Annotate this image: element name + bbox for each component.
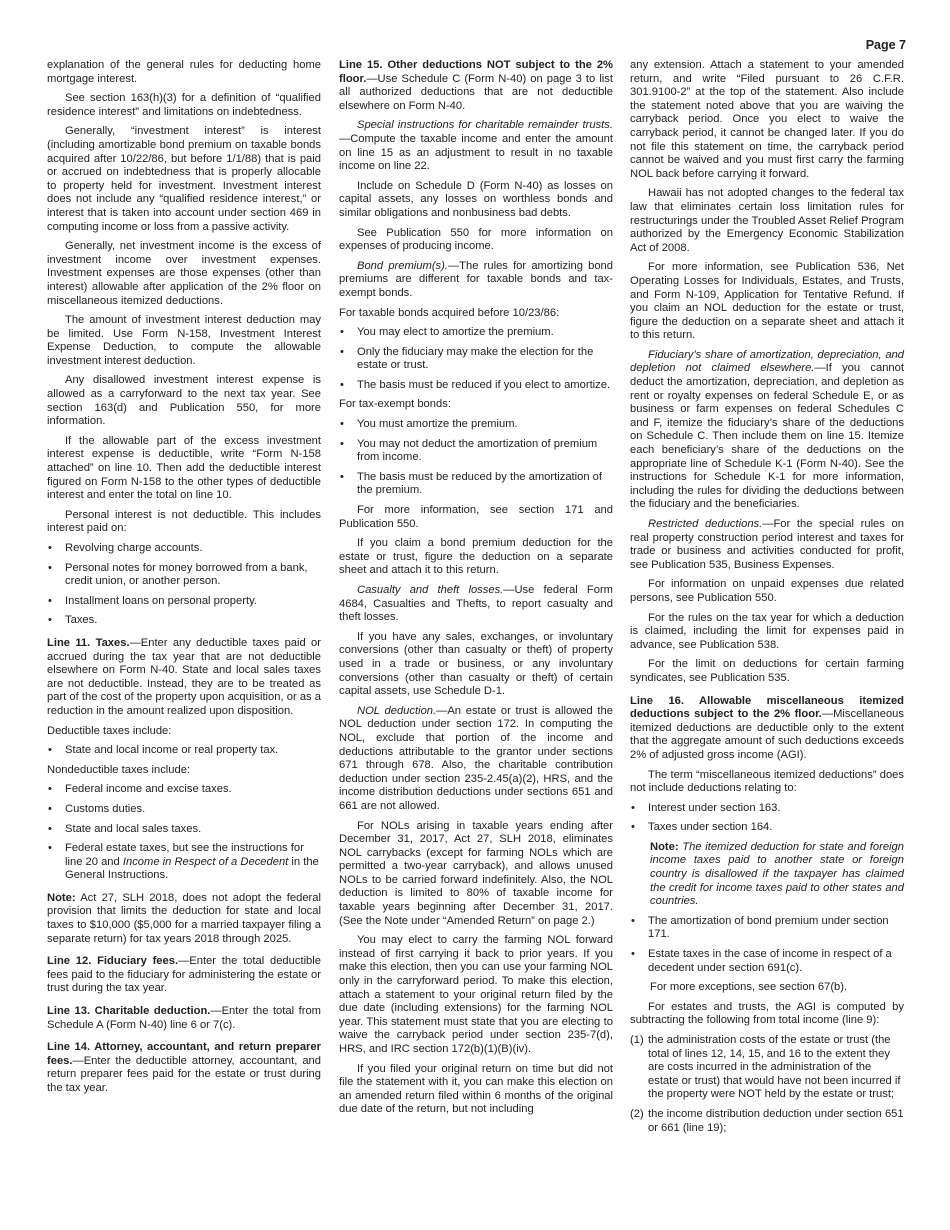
- line-11-section: [47, 637, 321, 719]
- list-item: • The amortization of bond premium under section 171.: [630, 915, 904, 942]
- excluded-deductions-list-2: [630, 915, 904, 975]
- paragraph: See section 163(h)(3) for a definition of “qualified residence interest” and limitations on indebtedness.: [47, 92, 321, 118]
- list-item: • State and local income or real property tax.: [47, 744, 321, 758]
- list-item-italic: Income in Respect of a Decedent: [122, 855, 289, 868]
- personal-interest-list: [47, 542, 321, 628]
- list-item: • Estate taxes in the case of income in respect of a decedent under section 691(c).: [630, 948, 904, 975]
- line-13-heading: Line 13. Charitable deduction.: [47, 1005, 211, 1018]
- column-right: [630, 59, 904, 1141]
- list-item: • Revolving charge accounts.: [47, 542, 321, 556]
- note-salt: [47, 892, 321, 946]
- line-12-text: —Enter the total deductible fees paid to the fiduciary for administering the estate or trust during the tax year.: [47, 955, 321, 995]
- list-item: [47, 842, 321, 883]
- paragraph: The term “miscellaneous itemized deductions” does not include deductions relating to:: [630, 768, 904, 795]
- paragraph: Include on Schedule D (Form N-40) as losses on capital assets, any losses on worthless bonds and similar obligations and nonbusiness bad debts.: [339, 179, 613, 219]
- paragraph: Personal interest is not deductible. This includes interest paid on:: [47, 508, 321, 535]
- line-16-text: —Miscellaneous itemized deductions are deductible only to the extent that the aggregate amount of such deductions exceeds 2% of adjusted gross income (AGI).: [630, 708, 904, 761]
- fiduciary-text: —If you cannot deduct the amortization, depreciation, and depletion as rent or royalty expenses on federal Schedule E, or as business or farm expenses on federal Schedules C and F, itemize the fiduciary’s share of the deductions on Schedule C. Then include them on line 15. Itemize each beneficiary’s share of the deductions on the appropriate line of Schedule K-1 (Form N-40). See the instructions for Schedule K-1 for more information, including the rules for dividing the deductions between the fiduciary and the beneficiaries.: [630, 362, 904, 511]
- line-12-heading: Line 12. Fiduciary fees.: [47, 955, 179, 968]
- taxable-bonds-intro: For taxable bonds acquired before 10/23/86:: [339, 306, 560, 319]
- list-item: • Taxes under section 164.: [630, 821, 904, 835]
- paragraph: If you claim a bond premium deduction for the estate or trust, figure the deduction on a separate sheet and attach it to this return.: [339, 537, 613, 577]
- list-item-text: in the General Instructions.: [65, 855, 319, 882]
- casualty-section: [339, 584, 613, 625]
- paragraph: If you have any sales, exchanges, or involuntary conversions (other than casualty or theft) of property used in a trade or business, or any involuntary conversions (other than casualty or theft) of certain capital assets, use Schedule D-1.: [339, 630, 613, 698]
- list-item: • The basis must be reduced if you elect to amortize.: [339, 379, 613, 393]
- list-item: • Installment loans on personal property.: [47, 595, 321, 609]
- list-item: • You may elect to amortize the premium.: [339, 326, 613, 340]
- paragraph: For more information, see Publication 536, Net Operating Losses for Individuals, Estates, and Trusts, and Form N-109, Application for Tentative Refund. If you claim an NOL deduction for the estate or trust, figure the deduction on a separate sheet and attach it to this return.: [630, 261, 904, 342]
- line-15-heading: Line 15. Other deductions NOT subject to the 2% floor.: [339, 59, 613, 85]
- list-item-text: Federal estate taxes, but see the instructions for line 20 and: [65, 842, 304, 868]
- nondeductible-taxes-list: [47, 783, 321, 883]
- list-item: • State and local sales taxes.: [47, 823, 321, 837]
- note-text: The itemized deduction for state and foreign income taxes paid to another state or foreign country is disallowed if the taxpayer has claimed the credit for income taxes paid to other states and countries.: [650, 840, 904, 908]
- list-item: [630, 1108, 904, 1135]
- paragraph: explanation of the general rules for deducting home mortgage interest.: [47, 59, 321, 85]
- special-instructions: [339, 119, 613, 173]
- exempt-bonds-intro: For tax-exempt bonds:: [339, 398, 451, 411]
- note-foreign-taxes: [630, 841, 904, 909]
- nol-section: [339, 705, 613, 814]
- paragraph: For NOLs arising in taxable years ending after December 31, 2017, Act 27, SLH 2018, eliminates NOL carrybacks (except for farming NOLs which are permitted a two-year carryback), and allows unused NOLs to be carried forward indefinitely. Also, the NOL deduction is limited to 80% of taxable income for taxable years beginning after December 31, 2017. (See the Note under “Amended Return” on page 2.): [339, 819, 613, 927]
- list-item-text: the administration costs of the estate or trust (the total of lines 12, 14, 15, and 16 to the extent they are costs incurred in the administration of the estate or trust) that would have not been incurred if the property were NOT held by the estate or trust;: [648, 1034, 901, 1101]
- line-12-section: [47, 955, 321, 996]
- note-heading: Note:: [650, 840, 679, 853]
- paragraph: Generally, “investment interest” is interest (including amortizable bond premium on taxable bonds acquired after 10/22/86, but before 1/1/88) that is paid or accrued on indebtedness that is properly allocable to property held for investment. Investment interest does not include any “qualified residence interest,” or interest that is taken into account under section 469 in computing income or loss from a passive activity.: [47, 125, 321, 233]
- line-14-text: —Enter the deductible attorney, accountant, and return preparer fees paid for the estate or trust during the tax year.: [47, 1054, 321, 1094]
- special-text: —Compute the taxable income and enter the amount on line 15 as an adjustment to result in no taxable income on line 22.: [339, 132, 613, 173]
- paragraph: See Publication 550 for more information on expenses of producing income.: [339, 226, 613, 253]
- paragraph: For information on unpaid expenses due related persons, see Publication 550.: [630, 578, 904, 604]
- line-15-text: —Use Schedule C (Form N-40) on page 3 to list all authorized deductions that are not deductible elsewhere on Form N-40.: [339, 72, 613, 112]
- paragraph: For estates and trusts, the AGI is computed by subtracting the following from total income (line 9):: [630, 1000, 904, 1027]
- restricted-text: —For the special rules on real property construction period interest and taxes for trade or business and activities conducted for profit, see Publication 535, Business Expenses.: [630, 518, 904, 571]
- list-number: (1): [630, 1034, 644, 1046]
- list-item: • Taxes.: [47, 614, 321, 628]
- fiduciary-share-section: [630, 349, 904, 512]
- column-middle: [339, 59, 613, 1123]
- line-11-heading: Line 11. Taxes.: [47, 636, 130, 649]
- line-11-text: —Enter any deductible taxes paid or accrued during the tax year that are not deductible elsewhere on Form N-40. State and local sales taxes are not deductible. Instead, they are to be treated as part of the cost of the property upon acquisition, or as a reduction in the amount realized upon disposition.: [47, 636, 321, 717]
- list-item: • You may not deduct the amortization of premium from income.: [339, 438, 613, 465]
- restricted-heading: Restricted deductions.: [648, 518, 763, 530]
- nondeductible-intro: Nondeductible taxes include:: [47, 763, 191, 776]
- restricted-section: [630, 518, 904, 572]
- deductible-taxes-list: [47, 744, 321, 758]
- note-heading: Note:: [47, 891, 76, 904]
- list-item: • Interest under section 163.: [630, 802, 904, 816]
- deductible-intro: Deductible taxes include:: [47, 724, 172, 737]
- bond-premium-section: [339, 260, 613, 301]
- page-number: Page 7: [865, 38, 906, 52]
- line-14-section: [47, 1041, 321, 1095]
- list-number: (2): [630, 1107, 644, 1120]
- list-item: • Federal income and excise taxes.: [47, 783, 321, 797]
- list-item: • Customs duties.: [47, 803, 321, 817]
- list-item: • Personal notes for money borrowed from a bank, credit union, or another person.: [47, 562, 321, 589]
- list-item: • The basis must be reduced by the amortization of the premium.: [339, 471, 613, 498]
- excluded-deductions-list: [630, 802, 904, 835]
- note-text: Act 27, SLH 2018, does not adopt the federal provision that limits the deduction for state and local taxes to $10,000 ($5,000 for a married taxpayer filing a separate return) for tax years 2018 through 2025.: [47, 891, 321, 945]
- casualty-heading: Casualty and theft losses.: [357, 584, 504, 596]
- line-15-section: [339, 59, 613, 113]
- paragraph: For the rules on the tax year for which a deduction is claimed, including the limit for expenses paid in advance, see Publication 538.: [630, 611, 904, 651]
- line-13-section: [47, 1005, 321, 1032]
- paragraph: Generally, net investment income is the excess of investment income over investment expenses. Investment expenses are those expenses (other than interest) allowable after application of the 2% floor on miscellaneous itemized deductions.: [47, 240, 321, 307]
- nol-text: —An estate or trust is allowed the NOL deduction under section 172. In computing the NOL, exclude that portion of the income and deductions attributable to the grantor under sections 671 through 678. Also, the charitable contribution deduction under section 235-2.45(a)(2), HRS, and the income distribution deductions under sections 651 and 661 are not allowed.: [339, 704, 613, 812]
- paragraph: If you filed your original return on time but did not file the statement with it, you can make this election on an amended return filed within 6 months of the original due date of the return, but not including: [339, 1062, 613, 1116]
- paragraph: For more exceptions, see section 67(b).: [650, 981, 848, 994]
- line-14-heading: Line 14. Attorney, accountant, and return preparer fees.: [47, 1041, 321, 1067]
- casualty-text: —Use federal Form 4684, Casualties and Thefts, to report casualty and theft losses.: [339, 584, 614, 624]
- paragraph: If the allowable part of the excess investment interest expense is deductible, write “Form N-158 attached” on line 10. Then add the deductible interest figured on Form N-158 to the other types of deductible interest and enter the total on line 10.: [47, 434, 321, 502]
- paragraph: Any disallowed investment interest expense is allowed as a carryforward to the next tax year. See section 163(d) and Publication 550, for more information.: [47, 374, 321, 428]
- paragraph: any extension. Attach a statement to your amended return, and write “Filed pursuant to 26 C.F.R. 301.9100-2” at the top of the statement. Also include the statement noted above that you are waiving the carryback period. Once you elect to waive the carryback period, it cannot be changed later. If you do not file this statement on time, the carryback period cannot be waived and you must first carry the farming NOL back before carrying it forward.: [630, 59, 904, 180]
- line-13-text: —Enter the total from Schedule A (Form N-40) line 6 or 7(c).: [47, 1005, 321, 1031]
- line-16-heading: Line 16. Allowable miscellaneous itemized deductions subject to the 2% floor.: [630, 694, 904, 721]
- special-heading: Special instructions for charitable remainder trusts.: [357, 119, 613, 132]
- paragraph: You may elect to carry the farming NOL forward instead of first carrying it back to prior years. If you make this election, then you can use your farming NOL only in the carryforward period. To make this election, attach a statement to your original return filed by the due date (including extensions) for the farming NOL year. This statement must state that you are electing to waive the carryback period under section 235-7(d), HRS, and IRC section 172(b)(1)(B)(iv).: [339, 934, 613, 1055]
- list-item: [630, 1034, 904, 1102]
- line-16-section: [630, 695, 904, 763]
- paragraph: Hawaii has not adopted changes to the federal tax law that eliminates certain loss limitation rules for restructurings under the Troubled Asset Relief Program authorized by the Emergency Economic Stabilization Act of 2008.: [630, 187, 904, 254]
- nol-heading: NOL deduction.: [357, 704, 437, 717]
- list-item-text: the income distribution deduction under section 651 or 661 (line 19);: [648, 1107, 904, 1134]
- list-item: • Only the fiduciary may make the election for the estate or trust.: [339, 346, 613, 373]
- paragraph: The amount of investment interest deduction may be limited. Use Form N-158, Investment Interest Expense Deduction, to compute the allowable investment interest deduction.: [47, 314, 321, 367]
- taxable-bonds-list: [339, 326, 613, 392]
- list-item: • You must amortize the premium.: [339, 418, 613, 432]
- column-left: [47, 59, 321, 1102]
- bond-text: —The rules for amortizing bond premiums are different for taxable bonds and tax-exempt bonds.: [339, 259, 613, 299]
- bond-heading: Bond premium(s).: [357, 259, 448, 272]
- paragraph: For the limit on deductions for certain farming syndicates, see Publication 535.: [630, 658, 904, 684]
- agi-subtractions-list: [630, 1034, 904, 1135]
- exempt-bonds-list: [339, 418, 613, 498]
- fiduciary-heading: Fiduciary’s share of amortization, depreciation, and depletion not claimed elsewhere.: [630, 348, 904, 375]
- paragraph: For more information, see section 171 and Publication 550.: [339, 504, 613, 530]
